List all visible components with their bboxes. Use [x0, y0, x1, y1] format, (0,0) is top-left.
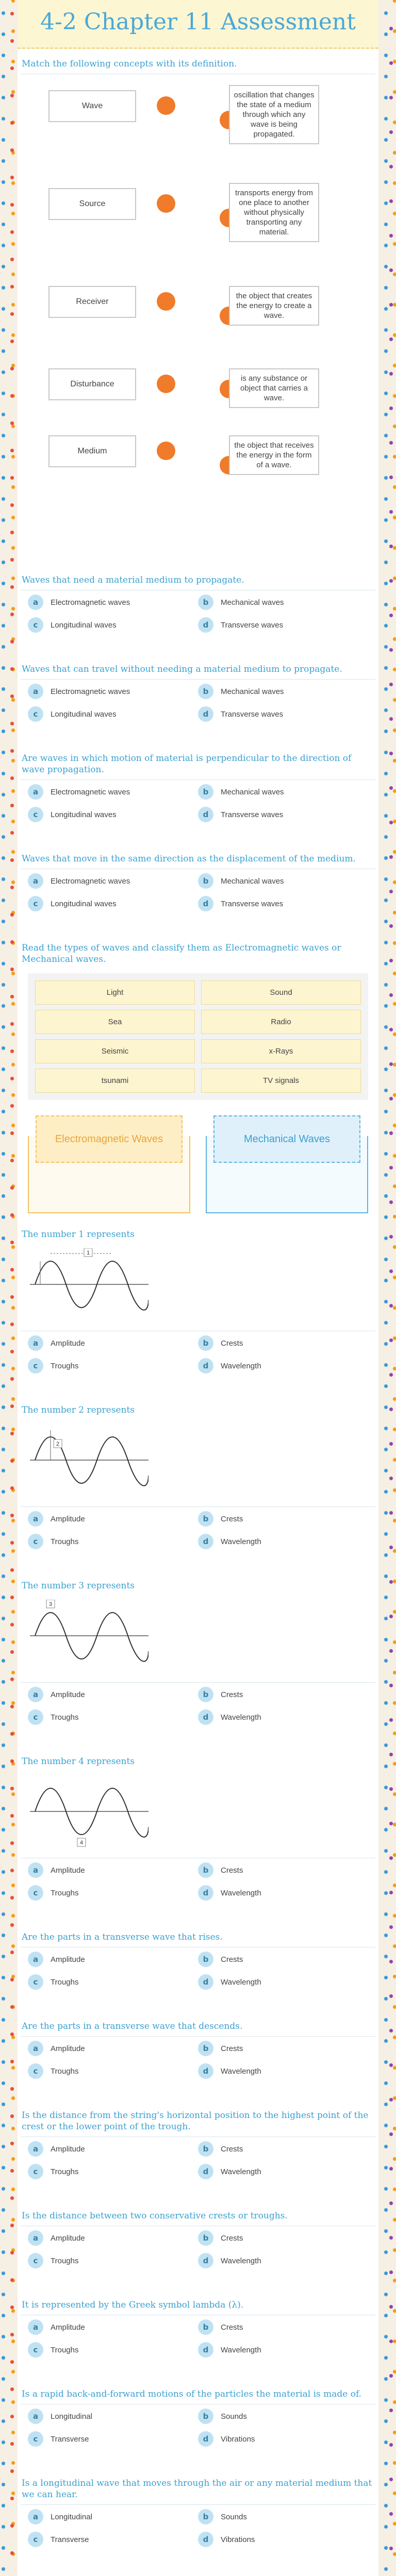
option-label: Vibrations: [221, 2535, 255, 2544]
option-letter: b: [198, 1862, 213, 1878]
wave-diagram: [30, 1424, 148, 1496]
option-label: Troughs: [51, 1977, 79, 1987]
question-text: The number 4 represents: [22, 1756, 135, 1767]
option[interactable]: [28, 2164, 198, 2179]
wave-marker: 3: [48, 1601, 53, 1607]
option-label: Longitudinal waves: [51, 899, 117, 908]
option[interactable]: [28, 1709, 198, 1725]
option-label: Wavelength: [221, 2066, 261, 2076]
wave-diagram-svg: [30, 1600, 148, 1672]
option[interactable]: [28, 1952, 198, 1967]
option-label: Troughs: [51, 2167, 79, 2176]
option-label: Electromagnetic waves: [51, 598, 130, 607]
question-text: The number 1 represents: [22, 1229, 135, 1240]
option[interactable]: [28, 2041, 198, 2056]
question-text: Is the distance between two conservative crests or troughs.: [22, 2211, 288, 2221]
option-letter: b: [198, 1335, 213, 1351]
question-block: [18, 2388, 378, 2447]
wave-question-block: [18, 1756, 378, 1901]
wave-diagram: [30, 1600, 148, 1672]
options-grid: [18, 2141, 378, 2179]
option-letter: d: [198, 617, 213, 633]
option-letter: a: [28, 1687, 43, 1702]
option-letter: c: [28, 1885, 43, 1901]
options-grid: [18, 2041, 378, 2079]
option-letter: a: [28, 873, 43, 889]
option-label: Longitudinal waves: [51, 620, 117, 630]
question-text: The number 2 represents: [22, 1405, 135, 1415]
option[interactable]: [28, 617, 198, 633]
option[interactable]: [198, 1335, 368, 1351]
options-grid: [18, 2319, 378, 2358]
option-label: Amplitude: [51, 1866, 85, 1875]
term-card[interactable]: Source: [48, 188, 136, 220]
question-text: Is a rapid back-and-forward motions of the particles the material is made of.: [22, 2389, 362, 2399]
option-letter: d: [198, 2431, 213, 2447]
divider: [21, 1682, 375, 1683]
option-label: Crests: [221, 1690, 243, 1699]
draggable-chip[interactable]: Seismic: [35, 1039, 195, 1063]
question-block: [18, 574, 378, 633]
wave-question-block: [18, 1404, 378, 1549]
question-text: Waves that move in the same direction as the displacement of the medium.: [22, 854, 356, 864]
option-letter: a: [28, 1335, 43, 1351]
question-block: [18, 664, 378, 722]
option-label: Electromagnetic waves: [51, 876, 130, 886]
option-letter: b: [198, 1511, 213, 1527]
option-letter: b: [198, 595, 213, 610]
option[interactable]: [198, 1862, 368, 1878]
option[interactable]: [28, 873, 198, 889]
option-label: Crests: [221, 2233, 243, 2243]
option-label: Wavelength: [221, 2256, 261, 2265]
option[interactable]: [28, 1358, 198, 1374]
question-block: [18, 2478, 378, 2547]
option-letter: c: [28, 807, 43, 822]
options-grid: [18, 1862, 378, 1901]
option-letter: d: [198, 2253, 213, 2268]
connector-dot[interactable]: [157, 442, 175, 460]
options-grid: [18, 873, 378, 911]
option-label: Troughs: [51, 2066, 79, 2076]
definition-card: transports energy from one place to another without physically transporting any material.: [229, 183, 319, 242]
option[interactable]: [28, 784, 198, 800]
wave-question-block: [18, 1580, 378, 1725]
option-label: Longitudinal: [51, 2512, 92, 2521]
option[interactable]: [198, 2230, 368, 2246]
option[interactable]: [198, 2409, 368, 2424]
option-letter: c: [28, 1709, 43, 1725]
option[interactable]: [198, 1687, 368, 1702]
option-letter: d: [198, 2342, 213, 2358]
option[interactable]: [28, 684, 198, 699]
option-letter: c: [28, 2342, 43, 2358]
option-letter: a: [28, 2141, 43, 2157]
option-letter: a: [28, 2041, 43, 2056]
option-label: Longitudinal waves: [51, 709, 117, 719]
option-label: Crests: [221, 2044, 243, 2053]
option-label: Crests: [221, 1514, 243, 1523]
wave-marker: 2: [56, 1441, 60, 1447]
option-label: Amplitude: [51, 1955, 85, 1964]
option-letter: d: [198, 1358, 213, 1374]
option-letter: a: [28, 2319, 43, 2335]
option[interactable]: [198, 807, 368, 822]
connector-dot[interactable]: [157, 375, 175, 393]
option-label: Wavelength: [221, 2345, 261, 2354]
option-label: Vibrations: [221, 2434, 255, 2444]
option-label: Electromagnetic waves: [51, 687, 130, 696]
classify-instruction: Read the types of waves and classify them as Electromagnetic waves or Mechanical waves.: [22, 943, 341, 964]
divider: [21, 679, 375, 680]
option-letter: b: [198, 873, 213, 889]
option-letter: b: [198, 2319, 213, 2335]
option[interactable]: [198, 2319, 368, 2335]
connector-dot[interactable]: [157, 194, 175, 213]
option-letter: d: [198, 2532, 213, 2547]
option-letter: c: [28, 1534, 43, 1549]
option-letter: c: [28, 706, 43, 722]
term-card[interactable]: Receiver: [48, 286, 136, 318]
option-label: Amplitude: [51, 2233, 85, 2243]
option[interactable]: [198, 1709, 368, 1725]
question-block: [18, 2110, 378, 2179]
option[interactable]: [28, 2509, 198, 2524]
option-letter: c: [28, 1358, 43, 1374]
option-label: Longitudinal: [51, 2412, 92, 2421]
option-label: Mechanical waves: [221, 687, 284, 696]
drop-zone-electromagnetic[interactable]: [28, 1115, 190, 1213]
option-letter: a: [28, 784, 43, 800]
option[interactable]: [198, 2141, 368, 2157]
options-grid: [18, 2230, 378, 2268]
option[interactable]: [198, 2342, 368, 2358]
question-text: Are waves in which motion of material is perpendicular to the direction of wave propagation.: [22, 753, 352, 775]
options-grid: [18, 2509, 378, 2547]
option-letter: d: [198, 896, 213, 911]
wave-marker: 1: [86, 1250, 90, 1256]
option-label: Wavelength: [221, 1361, 261, 1370]
option-label: Amplitude: [51, 1690, 85, 1699]
option[interactable]: [198, 617, 368, 633]
option-letter: d: [198, 1709, 213, 1725]
option[interactable]: [28, 2141, 198, 2157]
options-grid: [18, 1952, 378, 1990]
option-label: Wavelength: [221, 1713, 261, 1722]
option-letter: b: [198, 2509, 213, 2524]
draggable-chip[interactable]: Sea: [35, 1010, 195, 1034]
option[interactable]: [28, 896, 198, 911]
option-label: Crests: [221, 1955, 243, 1964]
option-letter: d: [198, 807, 213, 822]
option[interactable]: [28, 2253, 198, 2268]
question-text: It is represented by the Greek symbol lambda (λ).: [22, 2300, 244, 2310]
option-letter: a: [28, 595, 43, 610]
option-letter: c: [28, 2253, 43, 2268]
question-block: [18, 853, 378, 911]
option[interactable]: [198, 2041, 368, 2056]
option-letter: d: [198, 1974, 213, 1990]
option-letter: c: [28, 1974, 43, 1990]
classify-bins: [18, 1100, 378, 1213]
option[interactable]: [198, 896, 368, 911]
title-banner: [18, 0, 378, 49]
option-letter: c: [28, 2063, 43, 2079]
option[interactable]: [28, 706, 198, 722]
option[interactable]: [28, 2342, 198, 2358]
option-letter: a: [28, 1952, 43, 1967]
question-block: [18, 753, 378, 822]
question-block: [18, 2021, 378, 2079]
question-text: Are the parts in a transverse wave that descends.: [22, 2021, 243, 2031]
option[interactable]: [28, 1534, 198, 1549]
connector-dot[interactable]: [157, 292, 175, 311]
option[interactable]: [198, 2164, 368, 2179]
option-letter: b: [198, 684, 213, 699]
term-card[interactable]: Wave: [48, 90, 136, 122]
option-letter: a: [28, 2509, 43, 2524]
option[interactable]: [28, 1862, 198, 1878]
option-letter: a: [28, 684, 43, 699]
option[interactable]: [28, 807, 198, 822]
option-label: Transverse: [51, 2434, 89, 2444]
option-letter: a: [28, 2409, 43, 2424]
option-letter: d: [198, 1885, 213, 1901]
bin-label: Electromagnetic Waves: [36, 1115, 183, 1163]
option[interactable]: [198, 595, 368, 610]
option-label: Wavelength: [221, 1977, 261, 1987]
draggable-chip[interactable]: TV signals: [201, 1069, 361, 1093]
option[interactable]: [198, 2532, 368, 2547]
option-letter: b: [198, 2409, 213, 2424]
option-letter: d: [198, 2063, 213, 2079]
option[interactable]: [198, 2509, 368, 2524]
option[interactable]: [198, 1511, 368, 1527]
option[interactable]: [198, 684, 368, 699]
divider: [21, 779, 375, 780]
option-letter: d: [198, 706, 213, 722]
option-label: Amplitude: [51, 1338, 85, 1348]
option-label: Transverse: [51, 2535, 89, 2544]
option-label: Crests: [221, 2323, 243, 2332]
option-letter: c: [28, 896, 43, 911]
question-text: The number 3 represents: [22, 1581, 135, 1591]
option-label: Crests: [221, 1866, 243, 1875]
divider: [21, 2504, 375, 2505]
option[interactable]: [28, 1885, 198, 1901]
option[interactable]: [28, 1335, 198, 1351]
option-label: Amplitude: [51, 1514, 85, 1523]
match-instruction: Match the following concepts with its definition.: [22, 59, 237, 69]
wave-diagram: [30, 1248, 148, 1320]
classify-items: [28, 973, 368, 1100]
option[interactable]: [28, 2063, 198, 2079]
option[interactable]: [28, 2319, 198, 2335]
question-text: Waves that can travel without needing a material medium to propagate.: [22, 664, 342, 674]
options-grid: [18, 1687, 378, 1725]
option[interactable]: [28, 1687, 198, 1702]
divider: [21, 1506, 375, 1507]
option[interactable]: [28, 2409, 198, 2424]
option[interactable]: [198, 1974, 368, 1990]
question-text: Is a longitudinal wave that moves through the air or any material medium that we can hear.: [22, 2478, 372, 2500]
option-letter: d: [198, 1534, 213, 1549]
option[interactable]: [198, 706, 368, 722]
option[interactable]: [198, 2063, 368, 2079]
term-card[interactable]: Disturbance: [48, 368, 136, 400]
draggable-chip[interactable]: Radio: [201, 1010, 361, 1034]
option[interactable]: [28, 2532, 198, 2547]
option-label: Troughs: [51, 1713, 79, 1722]
match-section: [18, 49, 378, 554]
divider: [21, 2036, 375, 2037]
option-letter: d: [198, 2164, 213, 2179]
option-label: Transverse waves: [221, 620, 284, 630]
definition-card: the object that receives the energy in the form of a wave.: [229, 435, 319, 475]
option-letter: b: [198, 1952, 213, 1967]
option-label: Mechanical waves: [221, 598, 284, 607]
option-label: Crests: [221, 2144, 243, 2154]
option-label: Sounds: [221, 2512, 247, 2521]
option-label: Mechanical waves: [221, 876, 284, 886]
definition-card: the object that creates the energy to create a wave.: [229, 286, 319, 326]
option-letter: b: [198, 784, 213, 800]
option-label: Wavelength: [221, 1888, 261, 1897]
option[interactable]: [198, 1885, 368, 1901]
option[interactable]: [198, 873, 368, 889]
option-letter: a: [28, 1511, 43, 1527]
options-grid: [18, 684, 378, 722]
option-letter: b: [198, 2230, 213, 2246]
option-label: Troughs: [51, 2345, 79, 2354]
option[interactable]: [28, 1974, 198, 1990]
options-grid: [18, 595, 378, 633]
option-label: Transverse waves: [221, 709, 284, 719]
options-grid: [18, 784, 378, 822]
classify-section: [18, 942, 378, 1213]
definition-card: is any substance or object that carries a wave.: [229, 368, 319, 408]
question-text: Waves that need a material medium to propagate.: [22, 575, 244, 585]
draggable-chip[interactable]: Light: [35, 980, 195, 1005]
option-letter: c: [28, 617, 43, 633]
option[interactable]: [198, 1358, 368, 1374]
page-title: 4-2 Chapter 11 Assessment: [40, 9, 356, 35]
option-label: Troughs: [51, 2256, 79, 2265]
option-label: Troughs: [51, 1537, 79, 1546]
option-letter: b: [198, 1687, 213, 1702]
option-letter: c: [28, 2164, 43, 2179]
option-label: Amplitude: [51, 2044, 85, 2053]
definition-card: oscillation that changes the state of a medium through which any wave is being propagated.: [229, 85, 319, 144]
option[interactable]: [28, 595, 198, 610]
option-label: Longitudinal waves: [51, 810, 117, 819]
draggable-chip[interactable]: Sound: [201, 980, 361, 1005]
options-grid: [18, 2409, 378, 2447]
wave-diagram-svg: [30, 1775, 148, 1848]
option[interactable]: [198, 2253, 368, 2268]
option-letter: b: [198, 2041, 213, 2056]
option[interactable]: [28, 2431, 198, 2447]
question-text: Is the distance from the string's horizontal position to the highest point of the crest or the lower point of the trough.: [22, 2110, 369, 2132]
question-block: [18, 2210, 378, 2268]
option-label: Troughs: [51, 1888, 79, 1897]
wave-question-block: [18, 1229, 378, 1374]
option-label: Crests: [221, 1338, 243, 1348]
option[interactable]: [198, 1534, 368, 1549]
option-letter: c: [28, 2532, 43, 2547]
worksheet: [18, 0, 378, 2576]
option-label: Sounds: [221, 2412, 247, 2421]
option[interactable]: [198, 1952, 368, 1967]
connector-dot[interactable]: [157, 96, 175, 115]
option-label: Amplitude: [51, 2323, 85, 2332]
option[interactable]: [198, 784, 368, 800]
wave-marker: 4: [79, 1840, 84, 1846]
option[interactable]: [28, 2230, 198, 2246]
option-label: Electromagnetic waves: [51, 787, 130, 796]
option-label: Troughs: [51, 1361, 79, 1370]
wave-diagram-svg: [30, 1424, 148, 1496]
option-label: Transverse waves: [221, 899, 284, 908]
option-label: Wavelength: [221, 2167, 261, 2176]
drop-zone-mechanical[interactable]: [206, 1115, 368, 1213]
draggable-chip[interactable]: tsunami: [35, 1069, 195, 1093]
option-label: Mechanical waves: [221, 787, 284, 796]
question-block: [18, 1931, 378, 1990]
question-text: Are the parts in a transverse wave that rises.: [22, 1932, 223, 1942]
draggable-chip[interactable]: x-Rays: [201, 1039, 361, 1063]
option-label: Wavelength: [221, 1537, 261, 1546]
bin-label: Mechanical Waves: [213, 1115, 360, 1163]
term-card[interactable]: Medium: [48, 435, 136, 467]
option-letter: c: [28, 2431, 43, 2447]
option[interactable]: [28, 1511, 198, 1527]
option-label: Amplitude: [51, 2144, 85, 2154]
option[interactable]: [198, 2431, 368, 2447]
option-letter: a: [28, 1862, 43, 1878]
option-letter: a: [28, 2230, 43, 2246]
option-letter: b: [198, 2141, 213, 2157]
options-grid: [18, 1511, 378, 1549]
wave-diagram: [30, 1775, 148, 1848]
wave-diagram-svg: [30, 1248, 148, 1320]
options-grid: [18, 1335, 378, 1374]
question-block: [18, 2299, 378, 2358]
option-label: Transverse waves: [221, 810, 284, 819]
